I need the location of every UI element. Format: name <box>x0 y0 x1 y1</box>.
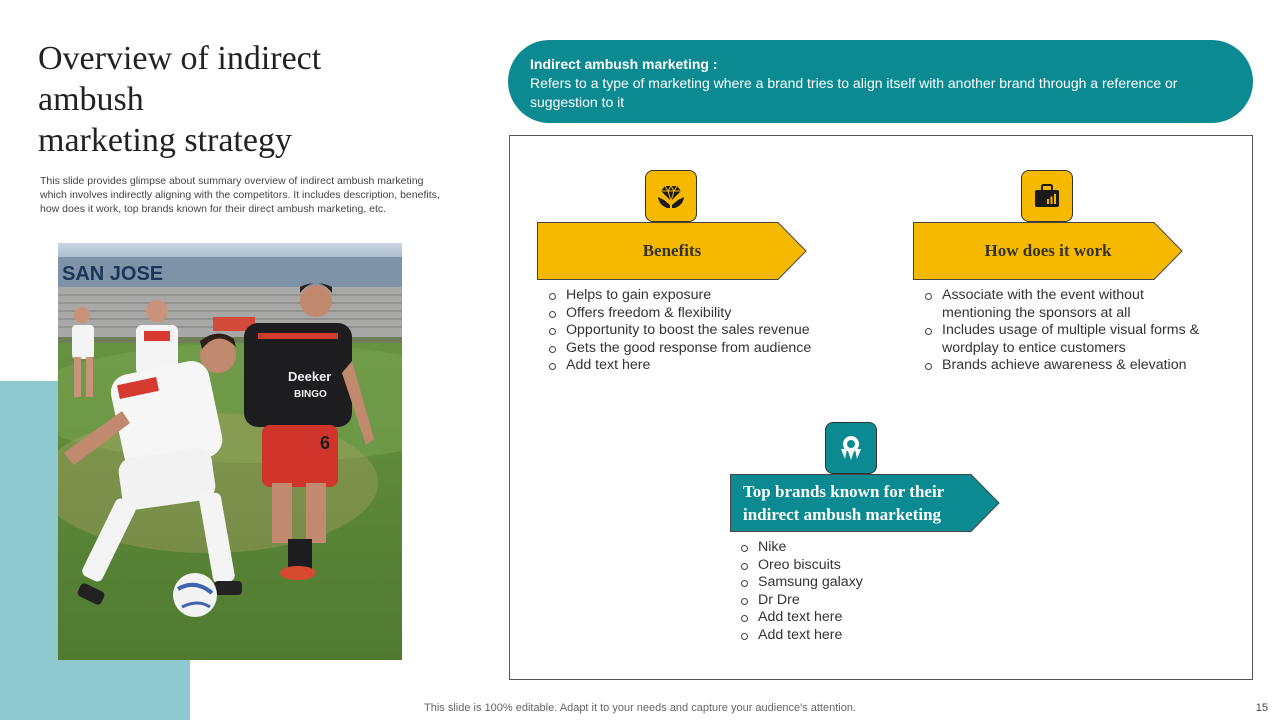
soccer-photo <box>58 243 402 660</box>
how-it-works-arrow <box>913 222 1183 280</box>
stand-banner-text: SAN JOSE <box>62 263 164 285</box>
list-item: Helps to gain exposure <box>548 287 838 305</box>
list-item: Associate with the event without mentioning the sponsors at all <box>924 287 1214 322</box>
definition-banner <box>508 40 1253 123</box>
benefits-arrow <box>537 222 807 280</box>
list-item: Includes usage of multiple visual forms & wordplay to entice customers <box>924 322 1214 357</box>
how-it-works-list <box>924 287 1214 375</box>
list-item: Opportunity to boost the sales revenue <box>548 322 838 340</box>
top-brands-arrow <box>730 474 1000 532</box>
list-item: Add text here <box>740 609 940 627</box>
top-brands-heading: Top brands known for their indirect ambush marketing <box>743 482 945 524</box>
slide-description: This slide provides glimpse about summary overview of indirect ambush marketing which involves indirectly aligning with the competitors. It includes description, benefits, how does it work, top brands known for their direct ambush marketing, etc. <box>40 175 440 215</box>
benefits-list <box>548 287 838 375</box>
dark-jersey-sponsor: Deeker <box>288 369 332 384</box>
list-item: Oreo biscuits <box>740 557 940 575</box>
list-item: Brands achieve awareness & elevation <box>924 357 1214 375</box>
footer-note: This slide is 100% editable. Adapt it to your needs and capture your audience's attention. <box>424 702 856 714</box>
briefcase-chart-icon <box>1021 170 1073 222</box>
award-ribbon-icon <box>825 422 877 474</box>
slide-title: Overview of indirect ambush marketing strategy <box>38 40 322 159</box>
benefits-heading: Benefits <box>642 241 702 260</box>
list-item: Dr Dre <box>740 592 940 610</box>
dark-jersey-sponsor-2: BINGO <box>294 389 327 400</box>
list-item: Add text here <box>740 627 940 645</box>
list-item: Gets the good response from audience <box>548 340 838 358</box>
list-item: Offers freedom & flexibility <box>548 305 838 323</box>
definition-text: Refers to a type of marketing where a brand tries to align itself with another brand through a reference or suggestion to it <box>530 75 1178 110</box>
list-item: Add text here <box>548 357 838 375</box>
diamond-in-hands-icon <box>645 170 697 222</box>
definition-title: Indirect ambush marketing : <box>530 56 718 72</box>
top-brands-list <box>740 539 940 645</box>
page-number: 15 <box>1255 702 1268 714</box>
list-item: Nike <box>740 539 940 557</box>
dark-jersey-number: 6 <box>320 433 331 453</box>
how-it-works-heading: How does it work <box>984 241 1112 260</box>
list-item: Samsung galaxy <box>740 574 940 592</box>
